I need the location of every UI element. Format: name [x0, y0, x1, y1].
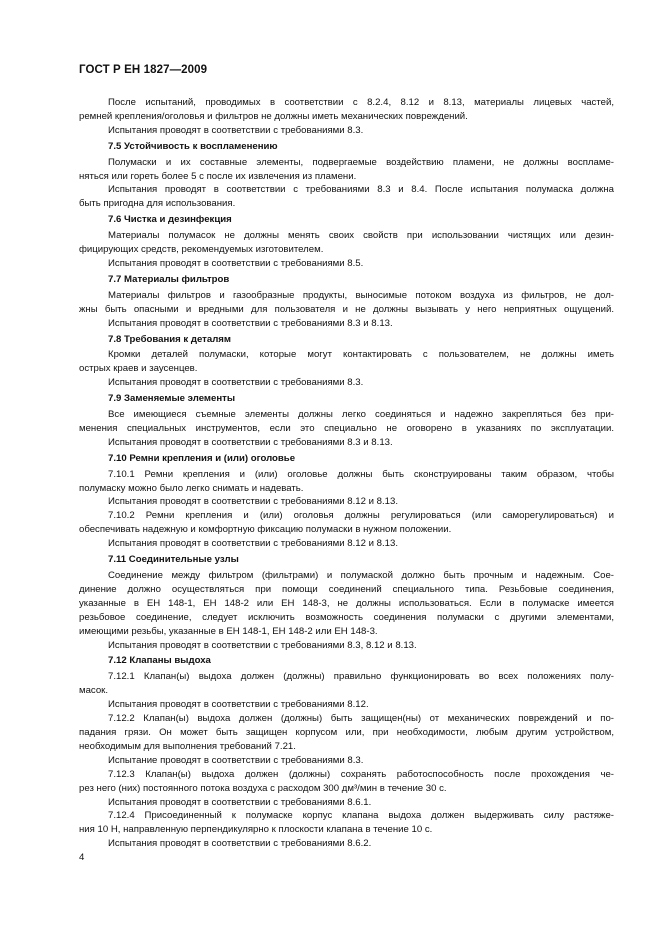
text-line: Испытания проводят в соответствии с требованиями 8.3 и 8.13. — [108, 436, 393, 448]
page-number: 4 — [79, 852, 85, 863]
text-line: рез него (них) постоянного потока воздуха с расходом 300 дм³/мин в течение 30 с. — [79, 782, 447, 794]
section-heading: 7.9 Заменяемые элементы — [108, 393, 236, 405]
text-line: 7.12.2 Клапан(ы) выдоха должен (должны) быть защищен(ны) от механических повреждений и по- — [108, 713, 614, 725]
text-line: Полумаски и их составные элементы, подвергаемые воздействию пламени, не должны воспламе- — [108, 156, 614, 168]
text-line: полумаску можно было легко снимать и надевать. — [79, 482, 304, 494]
text-line: жны быть опасными и вредными для пользователя и не должны вызывать у него неприятных ощущений. — [79, 303, 614, 315]
text-line: 7.10.1 Ремни крепления и (или) оголовье должны быть сконструированы таким образом, чтобы — [108, 468, 614, 480]
text-line: Испытания проводят в соответствии с требованиями 8.3 и 8.4. После испытания полумаска должна — [108, 184, 614, 196]
text-line: острых краев и заусенцев. — [79, 363, 198, 375]
text-line: Испытания проводят в соответствии с требованиями 8.6.2. — [108, 838, 372, 850]
text-line: Испытания проводят в соответствии с требованиями 8.12 и 8.13. — [108, 496, 398, 508]
section-heading: 7.10 Ремни крепления и (или) оголовье — [108, 452, 296, 464]
section-heading: 7.12 Клапаны выдоха — [108, 655, 211, 667]
section-heading: 7.5 Устойчивость к воспламенению — [108, 140, 278, 152]
text-line: ремней крепления/оголовья и фильтров не должны иметь механических повреждений. — [79, 110, 468, 122]
text-line: Кромки деталей полумаски, которые могут контактировать с пользователем, не должны иметь — [108, 349, 614, 361]
text-line: Испытания проводят в соответствии с требованиями 8.12. — [108, 699, 369, 711]
text-line: резьбовое соединение, следует исключить возможность соединения полумаски с другими элементами, — [79, 611, 614, 623]
text-line: ния 10 Н, направленную перпендикулярно к плоскости клапана в течение 10 с. — [79, 824, 433, 836]
text-line: быть пригодна для использования. — [79, 198, 236, 210]
text-line: 7.10.2 Ремни крепления и (или) оголовья должны регулироваться (или саморегулироваться) и — [108, 510, 614, 522]
document-body — [79, 96, 614, 851]
section-heading: 7.7 Материалы фильтров — [108, 273, 230, 285]
text-line: Испытания проводят в соответствии с требованиями 8.3 и 8.13. — [108, 317, 393, 329]
text-line: менения специальных инструментов, если это специально не оговорено в указаниях по эксплуатации. — [79, 422, 614, 434]
text-line: Испытания проводят в соответствии с требованиями 8.3, 8.12 и 8.13. — [108, 639, 417, 651]
text-line: няться или гореть более 5 с после их извлечения из пламени. — [79, 170, 357, 182]
text-line: падания грязи. Он может быть защищен корпусом или, при необходимости, любым другим устройством, — [79, 726, 614, 738]
text-line: Испытания проводят в соответствии с требованиями 8.12 и 8.13. — [108, 538, 398, 550]
text-line: Соединение между фильтром (фильтрами) и полумаской должно быть прочным и надежным. Сое- — [108, 570, 614, 581]
text-line: Испытания проводят в соответствии с требованиями 8.5. — [108, 257, 364, 269]
text-line: Испытания проводят в соответствии с требованиями 8.3. — [108, 124, 364, 136]
text-line: Испытания проводят в соответствии с требованиями 8.3. — [108, 377, 364, 389]
text-line: После испытаний, проводимых в соответствии с 8.2.4, 8.12 и 8.13, материалы лицевых частей, — [108, 97, 614, 108]
text-line: обеспечивать надежную и комфортную фиксацию полумаски в нужном положении. — [79, 524, 452, 536]
section-heading: 7.11 Соединительные узлы — [108, 554, 239, 566]
text-line: масок. — [79, 685, 109, 697]
text-line: имеющими резьбы, указанные в ЕН 148-1, ЕН 148-2 или ЕН 148-3. — [79, 625, 378, 637]
text-line: 7.12.1 Клапан(ы) выдоха должен (должны) правильно функционировать во всех положениях полу- — [108, 671, 614, 683]
document-header: ГОСТ Р ЕН 1827—2009 — [79, 64, 208, 76]
text-line: Все имеющиеся съемные элементы должны легко соединяться и надежно закрепляться без при- — [108, 409, 614, 421]
section-heading: 7.8 Требования к деталям — [108, 333, 232, 345]
text-line: Материалы полумасок не должны менять своих свойств при использовании чистящих или дезин- — [108, 230, 614, 242]
text-line: Материалы фильтров и газообразные продукты, выносимые потоком воздуха из фильтров, не дол- — [108, 289, 614, 301]
text-line: указанные в ЕН 148-1, ЕН 148-2 или ЕН 148-3, не должны использоваться. Если в полумаске имеется — [79, 597, 614, 609]
text-line: 7.12.4 Присоединенный к полумаске корпус клапана выдоха должен выдерживать силу растяже- — [108, 810, 614, 822]
section-heading: 7.6 Чистка и дезинфекция — [108, 214, 232, 226]
text-line: 7.12.3 Клапан(ы) выдоха должен (должны) сохранять работоспособность после прохождения че- — [108, 768, 614, 780]
text-line: необходимым для выполнения требований 7.21. — [79, 740, 296, 752]
text-line: динение должно осуществляться при помощи соединений специального типа. Резьбовые соединения, — [79, 583, 614, 595]
text-line: Испытания проводят в соответствии с требованиями 8.6.1. — [108, 796, 372, 808]
text-line: Испытание проводят в соответствии с требованиями 8.3. — [108, 754, 364, 766]
text-line: фицирующих средств, рекомендуемых изготовителем. — [79, 244, 324, 256]
